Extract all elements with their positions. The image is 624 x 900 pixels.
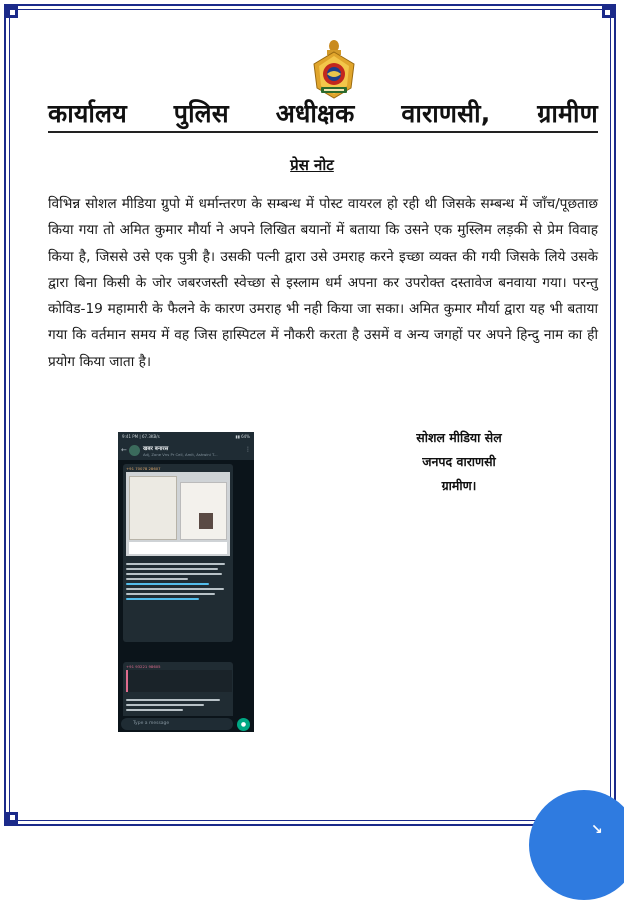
quoted-message bbox=[126, 670, 232, 692]
status-time: 9:41 PM | 67.3KB/s bbox=[122, 434, 160, 439]
office-heading bbox=[48, 96, 598, 130]
signature-line-district: जनपद वाराणसी bbox=[422, 454, 496, 469]
signature-line-cell: सोशल मीडिया सेल bbox=[416, 430, 502, 445]
heading-word-police: पुलिस bbox=[173, 99, 229, 128]
message-bubble bbox=[123, 662, 233, 720]
photo-thumbnail bbox=[199, 513, 213, 529]
chat-name: खबर बनारस bbox=[143, 446, 169, 452]
whatsapp-screenshot bbox=[118, 432, 254, 732]
message-sender: +91 70078 28607 bbox=[126, 466, 161, 471]
heading-rule bbox=[48, 131, 598, 133]
arrow-icon: ↘ bbox=[591, 822, 603, 838]
chat-header bbox=[118, 442, 254, 460]
message-bubble bbox=[123, 464, 233, 642]
heading-word-office: कार्यालय bbox=[48, 99, 127, 128]
image-caption bbox=[129, 542, 227, 554]
heading-word-superintendent: अधीक्षक bbox=[275, 99, 355, 128]
signature-line-rural: ग्रामीण। bbox=[441, 478, 477, 493]
message-input: Type a message bbox=[121, 718, 233, 730]
up-police-emblem-icon bbox=[307, 38, 361, 100]
status-battery: ▮▮ 64% bbox=[235, 434, 250, 439]
message-text bbox=[126, 696, 230, 714]
microphone-icon: ● bbox=[237, 718, 250, 731]
chat-area bbox=[118, 460, 254, 716]
message-input-bar bbox=[118, 716, 254, 732]
chat-subtitle: Adj, Zone Vns Pr Cell, Amit, Ashwini T... bbox=[143, 452, 218, 457]
press-note-body: विभिन्न सोशल मीडिया ग्रुपो में धर्मान्तरण के सम्बन्ध में पोस्ट वायरल हो रही थी जिसके सम्बन्ध में जाँच/पूछताछ किया गया तो अमित कुमार मौर्या ने अपने लिखित बयानों में बताया कि उसने एक मुस्लिम लड़की से प्रेम विवाह किया है, जिससे उसे एक पुत्री है। उसकी पत्नी द्वारा उसे उमराह करने इच्छा व्यक्त की गयी जिसके लिये उसके द्वारा बिना किसी के जोर जबरजस्ती स्वेच्छा से इस्लाम धर्म अपना कर उपरोक्त दस्तावेज बनवाया गया। परन्तु कोविड-19 महामारी के फैलने के कारण उमराह भी नही किया जा सका। अमित कुमार मौर्या द्वारा यह भी बताया गया कि वर्तमान समय में वह जिस हास्पिटल में नौकरी करता है उसमें व अन्य जगहों पर अपने हिन्दु नाम का ही प्रयोग किया जाता है। bbox=[48, 196, 598, 370]
signature-block bbox=[394, 426, 524, 498]
message-image bbox=[126, 472, 230, 556]
heading-word-varanasi: वाराणसी, bbox=[401, 99, 491, 128]
floating-action-button[interactable] bbox=[529, 790, 624, 900]
document-image bbox=[129, 476, 177, 540]
avatar bbox=[129, 445, 140, 456]
press-note-title: प्रेस नोट bbox=[290, 156, 334, 174]
arrow-left-icon: ← bbox=[121, 446, 127, 454]
heading-word-rural: ग्रामीण bbox=[537, 99, 598, 128]
message-sender: +91 93221 98605 bbox=[126, 664, 161, 669]
more-vert-icon: ⋮ bbox=[245, 446, 251, 453]
phone-status-bar bbox=[118, 432, 254, 442]
message-text bbox=[126, 560, 230, 603]
document-image bbox=[180, 482, 227, 540]
